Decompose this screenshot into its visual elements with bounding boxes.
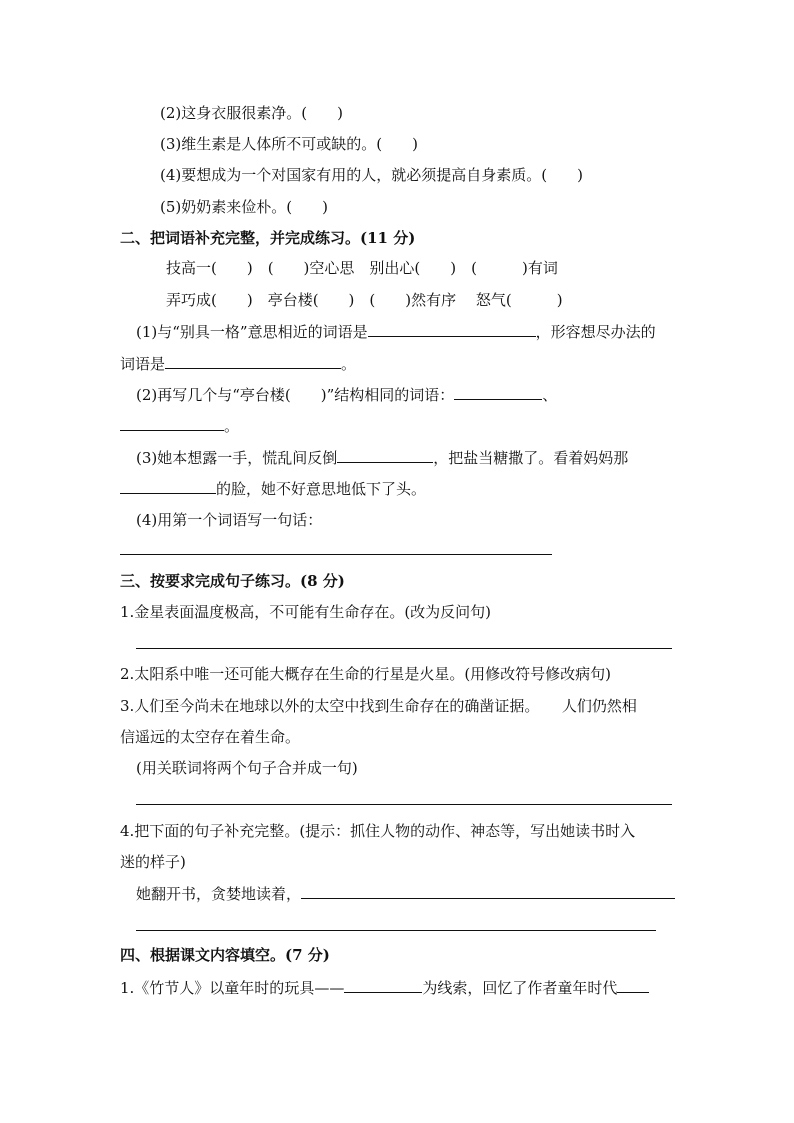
question-2-1-text-b: ，形容想尽办法的 xyxy=(535,323,656,341)
question-3-4-line3 xyxy=(136,883,675,904)
answer-line[interactable] xyxy=(136,804,672,805)
question-2-3-text-a: (3)她本想露一手，慌乱间反倒 xyxy=(136,449,338,467)
answer-blank[interactable] xyxy=(165,353,341,369)
question-2-2-text-c: 。 xyxy=(224,417,240,435)
answer-blank[interactable] xyxy=(301,883,675,899)
question-2-3-line1 xyxy=(136,447,628,468)
question-2-2-text-a: (2)再写几个与“亭台楼( )”结构相同的词语： xyxy=(136,386,455,404)
judgement-item-5: (5)奶奶素来俭朴。( ) xyxy=(160,198,328,216)
answer-blank[interactable] xyxy=(120,478,216,494)
question-4-1-text-a: 1.《竹节人》以童年时的玩具—— xyxy=(120,979,345,997)
question-2-1-text-c: 词语是 xyxy=(120,355,166,373)
question-3-3-instruction: (用关联词将两个句子合并成一句) xyxy=(136,759,358,777)
answer-blank[interactable] xyxy=(120,415,224,431)
question-2-2-line2 xyxy=(120,415,239,436)
question-3-3-line2: 信遥远的太空存在着生命。 xyxy=(120,728,301,746)
question-2-1-text-d: 。 xyxy=(341,355,357,373)
question-4-1-text-b: 为线索，回忆了作者童年时代 xyxy=(422,979,618,997)
answer-line[interactable] xyxy=(136,648,672,649)
question-3-1: 1.金星表面温度极高，不可能有生命存在。(改为反问句) xyxy=(120,603,492,621)
question-2-4: (4)用第一个词语写一句话： xyxy=(136,511,323,529)
word-row-1: 技高一( ) ( )空心思 别出心( ) ( )有词 xyxy=(166,259,558,277)
answer-blank[interactable] xyxy=(344,977,422,993)
answer-line[interactable] xyxy=(120,554,552,555)
judgement-item-4: (4)要想成为一个对国家有用的人，就必须提高自身素质。( ) xyxy=(160,166,583,184)
question-2-1-line1 xyxy=(136,321,656,342)
question-3-4-line1: 4.把下面的句子补充完整。(提示：抓住人物的动作、神态等，写出她读书时入 xyxy=(120,822,636,840)
section-2-title: 二、把词语补充完整，并完成练习。(11 分) xyxy=(120,229,416,247)
question-2-2-text-b: 、 xyxy=(542,386,558,404)
answer-blank[interactable] xyxy=(368,321,536,337)
question-3-2: 2.太阳系中唯一还可能大概存在生命的行星是火星。(用修改符号修改病句) xyxy=(120,665,612,683)
question-3-3-line1: 3.人们至今尚未在地球以外的太空中找到生命存在的确凿证据。 人们仍然相 xyxy=(120,697,637,715)
question-2-1-text-a: (1)与“别具一格”意思相近的词语是 xyxy=(136,323,368,341)
section-3-title: 三、按要求完成句子练习。(8 分) xyxy=(120,572,345,590)
answer-line[interactable] xyxy=(136,930,656,931)
answer-blank[interactable] xyxy=(454,384,542,400)
word-row-2: 弄巧成( ) 亭台楼( ) ( )然有序 怒气( ) xyxy=(166,291,563,309)
question-4-1 xyxy=(120,977,649,998)
question-2-3-text-b: ，把盐当糖撒了。看着妈妈那 xyxy=(433,449,629,467)
question-3-4-text: 她翻开书，贪婪地读着， xyxy=(136,885,302,903)
question-3-4-line2: 迷的样子) xyxy=(120,853,186,871)
answer-blank[interactable] xyxy=(617,977,649,993)
answer-blank[interactable] xyxy=(337,447,433,463)
question-2-2-line1 xyxy=(136,384,557,405)
question-2-3-line2 xyxy=(120,478,426,499)
judgement-item-3: (3)维生素是人体所不可或缺的。( ) xyxy=(160,135,418,153)
judgement-item-2: (2)这身衣服很素净。( ) xyxy=(160,104,343,122)
question-2-1-line2 xyxy=(120,353,356,374)
section-4-title: 四、根据课文内容填空。(7 分) xyxy=(120,946,330,964)
question-2-3-text-c: 的脸，她不好意思地低下了头。 xyxy=(216,480,427,498)
